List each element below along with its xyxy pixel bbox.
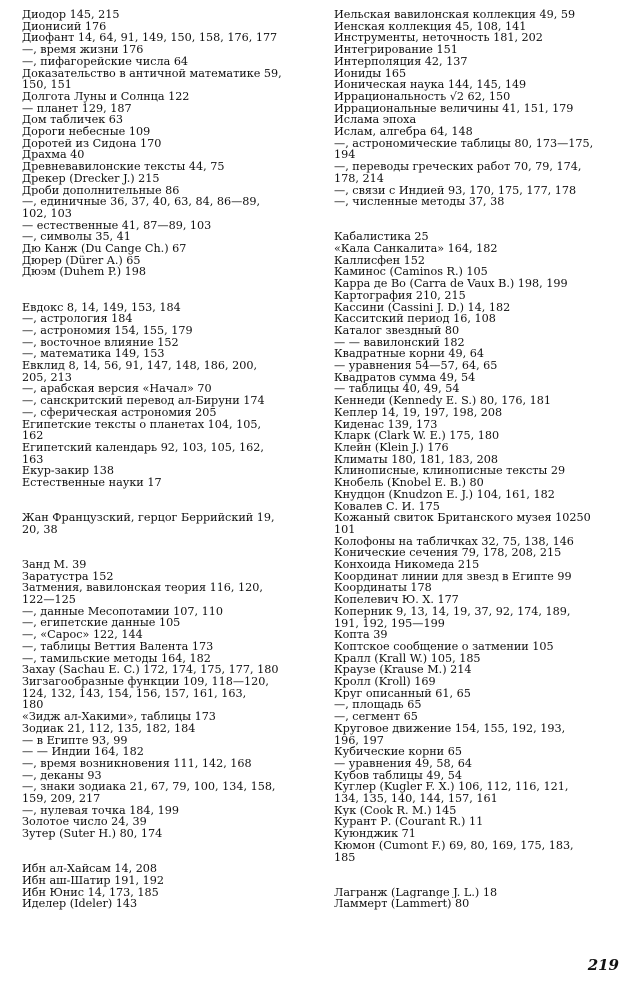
index-entry: Иделер (Ideler) 143	[22, 898, 138, 911]
index-entry: Ковалев С. И. 175	[334, 500, 440, 513]
index-entry: Лагранж (Lagrange J. L.) 18	[334, 886, 498, 899]
index-entry: Кубические корни 65	[334, 746, 462, 758]
index-entry: Курант Р. (Courant R.) 11	[334, 816, 484, 829]
index-entry: —, таблицы Веттия Валента 173	[22, 640, 214, 653]
index-entry: — — Индии 164, 182	[22, 746, 144, 758]
index-entry: —, время жизни 176	[22, 44, 144, 56]
index-entry: Ибн ал-Хайсам 14, 208	[22, 863, 158, 875]
index-entry: Кеннеди (Kennedy E. S.) 80, 176, 181	[334, 395, 552, 407]
index-entry: Драхма 40	[22, 149, 85, 162]
index-entry: —, сферическая астрономия 205	[22, 406, 217, 419]
index-entry: «Кала Санкалита» 164, 182	[334, 243, 498, 255]
index-entry: Карра де Во (Carra de Vaux B.) 198, 199	[334, 278, 568, 290]
index-entry: 102, 103	[22, 207, 72, 220]
index-entry: Куглер (Kugler F. X.) 106, 112, 116, 121,	[334, 781, 569, 794]
index-entry: —, сегмент 65	[334, 711, 418, 723]
index-entry: Дюэм (Duhem P.) 198	[22, 266, 146, 279]
index-entry: Координаты 178	[334, 582, 432, 595]
index-entry: —, астрология 184	[22, 313, 133, 325]
index-entry: Кассини (Cassini J. D.) 14, 182	[334, 301, 511, 314]
index-entry: Климаты 180, 181, 183, 208	[334, 453, 498, 466]
index-entry: 180	[22, 699, 44, 712]
index-entry: Дрекер (Drecker J.) 215	[22, 172, 160, 185]
index-entry: 150, 151	[22, 79, 72, 91]
index-gap	[22, 500, 322, 512]
index-entry: Ибн аш-Шатир 191, 192	[22, 874, 164, 887]
index-gap	[22, 290, 322, 302]
index-entry: Квадратные корни 49, 64	[334, 348, 485, 361]
index-entry: Инструменты, неточность 181, 202	[334, 32, 543, 45]
index-entry: —, тамильские методы 164, 182	[22, 652, 211, 665]
index-entry: Каталог звездный 80	[334, 324, 460, 337]
index-entry: Екур-закир 138	[22, 465, 114, 478]
index-gap	[334, 875, 626, 887]
index-entry: Диофант 14, 64, 91, 149, 150, 158, 176, 177	[22, 32, 278, 45]
index-entry: Дюрер (Dürer A.) 65	[22, 254, 141, 267]
index-entry: Иенская коллекция 45, 108, 141	[334, 20, 527, 33]
index-entry: 185	[334, 851, 356, 864]
index-entry: Иониды 165	[334, 67, 407, 80]
index-entry: Коперник 9, 13, 14, 19, 37, 92, 174, 189,	[334, 605, 571, 618]
index-entry: —, египетские данные 105	[22, 617, 181, 630]
index-entry: Евдокс 8, 14, 149, 153, 184	[22, 301, 181, 314]
index-entry: Ионическая наука 144, 145, 149	[334, 79, 527, 91]
index-entry: Круг описанный 61, 65	[334, 687, 471, 700]
index-entry: Картография 210, 215	[334, 289, 466, 302]
index-entry: Кабалистика 25	[334, 231, 429, 244]
index-entry: —, время возникновения 111, 142, 168	[22, 757, 252, 770]
index-entry: — — вавилонский 182	[334, 336, 465, 349]
index-entry: Каминос (Caminos R.) 105	[334, 266, 488, 279]
index-entry: —, связи с Индией 93, 170, 175, 177, 178	[334, 184, 577, 197]
index-entry: 134, 135, 140, 144, 157, 161	[334, 793, 498, 805]
index-entry: —, санскритский перевод ал-Бируни 174	[22, 395, 265, 407]
index-entry: —, деканы 93	[22, 769, 102, 782]
index-entry: Египетские тексты о планетах 104, 105,	[22, 418, 262, 431]
index-entry: Евклид 8, 14, 56, 91, 147, 148, 186, 200,	[22, 360, 258, 372]
index-entry: —, математика 149, 153	[22, 348, 165, 361]
index-entry: —, численные методы 37, 38	[334, 196, 505, 208]
index-entry: 159, 209, 217	[22, 793, 101, 805]
index-entry: Кюмон (Cumont F.) 69, 80, 169, 175, 183,	[334, 839, 574, 852]
index-entry: Золотое число 24, 39	[22, 816, 147, 829]
index-entry: Краузе (Krause M.) 214	[334, 664, 472, 677]
index-entry: Занд М. 39	[22, 558, 87, 571]
index-entry: Интегрирование 151	[334, 44, 458, 56]
index-entry: Кубов таблицы 49, 54	[334, 769, 462, 782]
index-entry: 122—125	[22, 594, 76, 606]
index-entry: Зигзагообразные функции 109, 118—120,	[22, 675, 269, 688]
index-entry: Дроби дополнительные 86	[22, 184, 180, 197]
index-entry: —, пифагорейские числа 64	[22, 55, 189, 68]
index-entry: Конические сечения 79, 178, 208, 215	[334, 547, 562, 560]
index-entry: Ламмерт (Lammert) 80	[334, 898, 470, 911]
index-entry: Киденас 139, 173	[334, 418, 438, 431]
index-entry: — планет 129, 187	[22, 102, 132, 115]
index-column-left	[22, 9, 322, 910]
index-gap	[22, 547, 322, 559]
index-entry: —, астрономические таблицы 80, 173—175,	[334, 137, 594, 150]
index-gap	[334, 863, 626, 875]
index-entry: Дороги небесные 109	[22, 126, 151, 138]
index-entry: —, астрономия 154, 155, 179	[22, 324, 193, 337]
index-gap	[22, 278, 322, 290]
index-entry: Ислам, алгебра 64, 148	[334, 126, 473, 138]
index-gap	[22, 536, 322, 548]
index-entry: Копта 39	[334, 629, 388, 641]
index-entry: Клинописные, клинописные тексты 29	[334, 465, 566, 478]
index-entry: —, восточное влияние 152	[22, 336, 179, 349]
index-entry: Естественные науки 17	[22, 477, 162, 489]
index-entry: Кнудцон (Knudzon E. J.) 104, 161, 182	[334, 488, 555, 501]
index-entry: Иельская вавилонская коллекция 49, 59	[334, 9, 576, 21]
index-entry: 101	[334, 523, 356, 536]
index-gap	[22, 852, 322, 864]
index-entry: Интерполяция 42, 137	[334, 55, 468, 68]
index-entry: —, «Сарос» 122, 144	[22, 629, 143, 641]
index-entry: Квадратов сумма 49, 54	[334, 371, 476, 384]
index-column-right	[334, 9, 626, 910]
index-entry: Египетский календарь 92, 103, 105, 162,	[22, 441, 264, 454]
index-entry: Коптское сообщение о затмении 105	[334, 640, 554, 653]
index-entry: Кролл (Kroll) 169	[334, 676, 436, 688]
index-entry: Долгота Луны и Солнца 122	[22, 90, 190, 103]
index-entry: — в Египте 93, 99	[22, 734, 128, 747]
index-entry: —, площадь 65	[334, 699, 422, 712]
index-entry: —, знаки зодиака 21, 67, 79, 100, 134, 158,	[22, 781, 276, 794]
index-entry: —, символы 35, 41	[22, 231, 131, 244]
index-entry: Жан Французский, герцог Беррийский 19,	[22, 512, 275, 524]
index-entry: Кларк (Clark W. E.) 175, 180	[334, 430, 500, 442]
index-entry: 194	[334, 149, 356, 162]
page-number: 219	[587, 956, 619, 974]
index-entry: — таблицы 40, 49, 54	[334, 383, 460, 396]
index-entry: —, переводы греческих работ 70, 79, 174,	[334, 161, 582, 173]
index-entry: Куюнджик 71	[334, 828, 416, 840]
index-entry: —, арабская версия «Начал» 70	[22, 383, 212, 396]
index-entry: — уравнения 49, 58, 64	[334, 757, 472, 770]
index-entry: 124, 132, 143, 154, 156, 157, 161, 163,	[22, 687, 247, 700]
index-gap	[22, 489, 322, 501]
index-entry: Касситский период 16, 108	[334, 313, 496, 325]
index-entry: 205, 213	[22, 371, 72, 384]
index-entry: Конхоида Никомеда 215	[334, 559, 480, 571]
index-entry: Захау (Sachau E. C.) 172, 174, 175, 177, 180	[22, 664, 279, 676]
index-entry: 163	[22, 453, 44, 466]
index-entry: Колофоны на табличках 32, 75, 138, 146	[334, 535, 574, 548]
index-entry: Дом табличек 63	[22, 114, 124, 127]
index-entry: Ибн Юнис 14, 173, 185	[22, 886, 159, 899]
index-entry: Кнобель (Knobel E. B.) 80	[334, 477, 484, 489]
index-entry: Дионисий 176	[22, 20, 107, 33]
index-gap	[22, 840, 322, 852]
index-entry: Древневавилонские тексты 44, 75	[22, 161, 225, 173]
index-entry: Дю Канж (Du Cange Ch.) 67	[22, 243, 187, 255]
index-entry: Кук (Cook R. M.) 145	[334, 804, 457, 817]
index-gap	[334, 208, 626, 220]
index-entry: Доказательство в античной математике 59,	[22, 67, 282, 80]
index-entry: — уравнения 54—57, 64, 65	[334, 360, 498, 372]
index-entry: Копелевич Ю. Х. 177	[334, 594, 459, 606]
index-entry: —, данные Месопотамии 107, 110	[22, 605, 223, 618]
index-entry: Каллисфен 152	[334, 254, 426, 267]
index-gap	[334, 220, 626, 232]
index-entry: —, единичные 36, 37, 40, 63, 84, 86—89,	[22, 196, 261, 208]
index-entry: Иррациональность √2 62, 150	[334, 90, 511, 103]
index-entry: Кеплер 14, 19, 197, 198, 208	[334, 406, 503, 419]
index-entry: 178, 214	[334, 172, 384, 185]
index-entry: Зутер (Suter H.) 80, 174	[22, 828, 163, 840]
index-entry: Зодиак 21, 112, 135, 182, 184	[22, 722, 196, 735]
index-entry: Иррациональные величины 41, 151, 179	[334, 102, 574, 115]
index-entry: Диодор 145, 215	[22, 9, 120, 21]
index-entry: Кралл (Krall W.) 105, 185	[334, 652, 481, 665]
index-entry: Заратустра 152	[22, 570, 114, 583]
index-entry: 196, 197	[334, 734, 384, 747]
index-entry: 162	[22, 430, 44, 442]
index-entry: Координат линии для звезд в Египте 99	[334, 570, 572, 583]
index-entry: —, нулевая точка 184, 199	[22, 804, 180, 817]
index-entry: — естественные 41, 87—89, 103	[22, 219, 212, 232]
index-entry: Доротей из Сидона 170	[22, 137, 162, 150]
index-entry: 191, 192, 195—199	[334, 617, 445, 630]
index-entry: Круговое движение 154, 155, 192, 193,	[334, 722, 566, 735]
index-entry: Кожаный свиток Британского музея 10250	[334, 512, 591, 524]
index-entry: Ислама эпоха	[334, 114, 417, 127]
index-entry: 20, 38	[22, 523, 58, 536]
index-entry: Клейн (Klein J.) 176	[334, 441, 449, 454]
index-entry: «Зидж ал-Хакими», таблицы 173	[22, 711, 216, 723]
index-entry: Затмения, вавилонская теория 116, 120,	[22, 582, 263, 595]
